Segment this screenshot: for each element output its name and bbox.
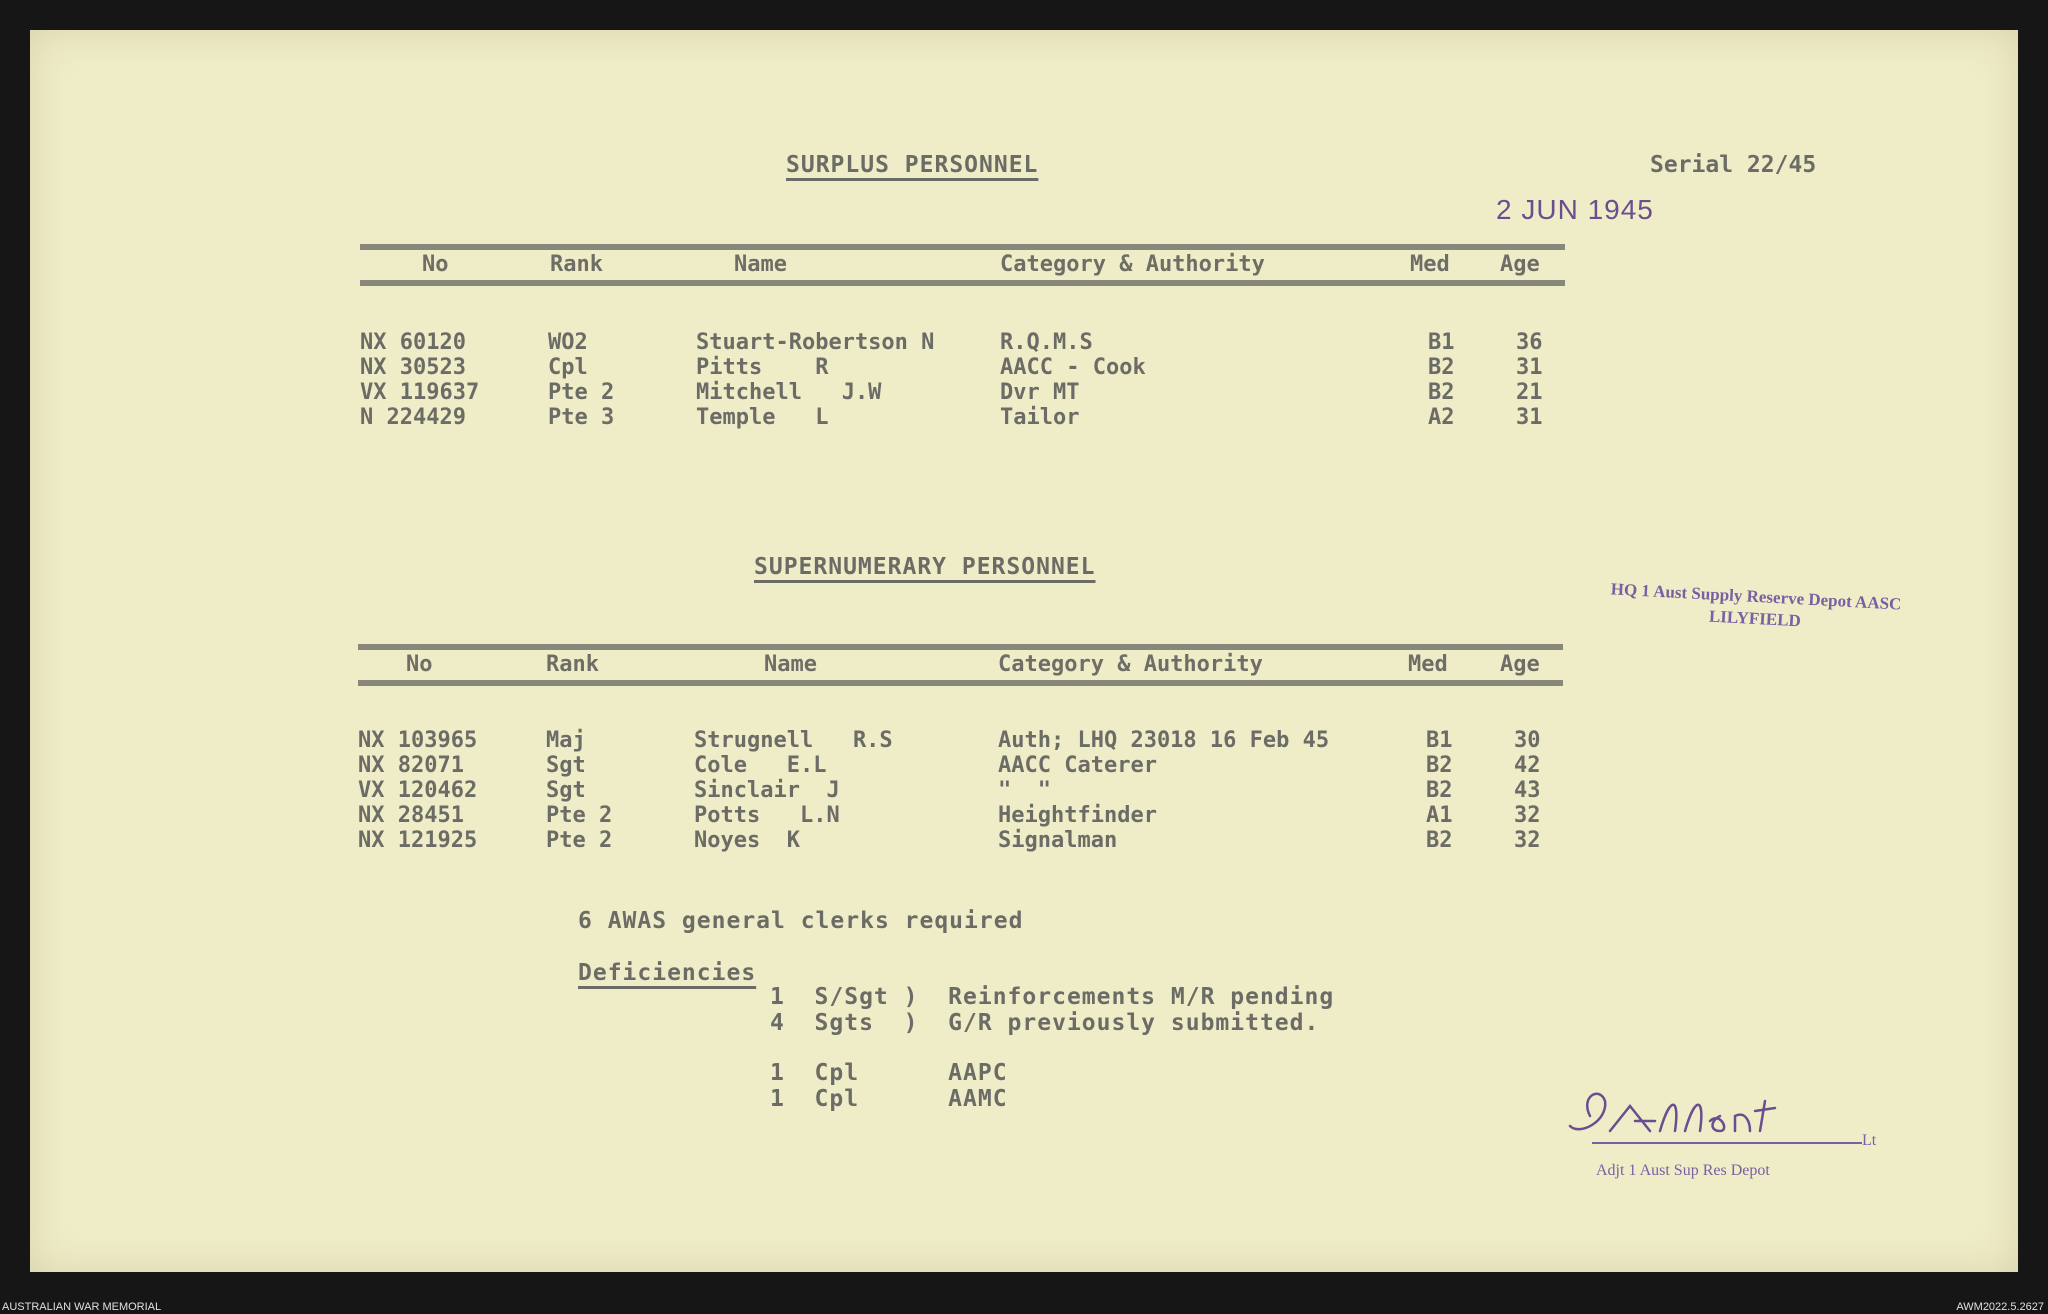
cell-no: NX 60120 (360, 330, 466, 355)
cell-no: NX 121925 (358, 828, 478, 853)
cell-rank: Cpl (548, 355, 588, 380)
deficiency-line: 1 Cpl AAPC (770, 1060, 1008, 1086)
date-stamp: 2 JUN 1945 (1496, 194, 1654, 225)
table-row (358, 728, 1568, 753)
cell-category: Signalman (998, 828, 1118, 853)
signature-rank: Lt (1862, 1132, 1877, 1149)
cell-age: 30 (1514, 728, 1541, 753)
table-row (360, 405, 1570, 430)
cell-rank: Sgt (546, 778, 586, 803)
cell-age: 43 (1514, 778, 1541, 803)
table-rule-bottom (360, 280, 1565, 286)
cell-med: A1 (1426, 803, 1453, 828)
footer-id: AWM2022.5.2627 (1956, 1301, 2044, 1313)
cell-category: Heightfinder (998, 803, 1157, 828)
cell-name: Potts L.N (694, 803, 840, 828)
cell-category: " " (998, 778, 1051, 803)
cell-rank: Pte 3 (548, 405, 615, 430)
col-name: Name (734, 252, 787, 277)
table-row (358, 803, 1568, 828)
table-rule-top (358, 644, 1563, 650)
cell-rank: Pte 2 (546, 828, 613, 853)
cell-age: 31 (1516, 355, 1543, 380)
col-no: No (406, 652, 433, 677)
cell-rank: Sgt (546, 753, 586, 778)
cell-age: 32 (1514, 828, 1541, 853)
deficiency-line: 4 Sgts ) G/R previously submitted. (770, 1010, 1320, 1036)
cell-no: N 224429 (360, 405, 466, 430)
cell-name: Sinclair J (694, 778, 840, 803)
cell-med: B2 (1428, 380, 1455, 405)
cell-age: 32 (1514, 803, 1541, 828)
table-row (360, 380, 1570, 405)
document-page (30, 30, 2018, 1272)
cell-rank: Pte 2 (546, 803, 613, 828)
cell-name: Mitchell J.W (696, 380, 882, 405)
cell-no: VX 120462 (358, 778, 478, 803)
cell-name: Stuart-Robertson N (696, 330, 935, 355)
footer-bar (0, 1300, 2048, 1314)
cell-category: AACC - Cook (1000, 355, 1146, 380)
cell-med: B2 (1426, 828, 1453, 853)
cell-name: Temple L (696, 405, 829, 430)
col-no: No (422, 252, 449, 277)
supernumerary-table (358, 644, 1568, 884)
cell-category: Tailor (1000, 405, 1080, 430)
cell-no: NX 82071 (358, 753, 464, 778)
signature-title: Adjt 1 Aust Sup Res Depot (1596, 1162, 1770, 1179)
cell-age: 31 (1516, 405, 1543, 430)
cell-no: NX 30523 (360, 355, 466, 380)
signature-line (1592, 1142, 1862, 1144)
cell-name: Strugnell R.S (694, 728, 893, 753)
col-age: Age (1500, 252, 1540, 277)
deficiency-line: 1 S/Sgt ) Reinforcements M/R pending (770, 984, 1335, 1010)
cell-name: Pitts R (696, 355, 829, 380)
col-name: Name (764, 652, 817, 677)
cell-med: B2 (1426, 753, 1453, 778)
cell-age: 36 (1516, 330, 1543, 355)
cell-category: Auth; LHQ 23018 16 Feb 45 (998, 728, 1330, 753)
table-rule-top (360, 244, 1565, 250)
table-header (358, 652, 1568, 677)
awas-note: 6 AWAS general clerks required (578, 908, 1024, 934)
col-category: Category & Authority (998, 652, 1263, 677)
table-rule-bottom (358, 680, 1563, 686)
col-age: Age (1500, 652, 1540, 677)
cell-age: 21 (1516, 380, 1543, 405)
surplus-table (360, 244, 1570, 444)
cell-med: B2 (1426, 778, 1453, 803)
hq-stamp (1609, 578, 1902, 637)
cell-name: Noyes K (694, 828, 800, 853)
footer-source: AUSTRALIAN WAR MEMORIAL (2, 1301, 162, 1313)
col-rank: Rank (546, 652, 599, 677)
cell-no: NX 28451 (358, 803, 464, 828)
table-header (360, 252, 1570, 277)
cell-category: R.Q.M.S (1000, 330, 1093, 355)
cell-med: A2 (1428, 405, 1455, 430)
cell-category: Dvr MT (1000, 380, 1080, 405)
table-row (358, 828, 1568, 853)
cell-med: B2 (1428, 355, 1455, 380)
table-row (360, 355, 1570, 380)
deficiency-line (770, 1036, 1334, 1060)
cell-rank: WO2 (548, 330, 588, 355)
cell-age: 42 (1514, 753, 1541, 778)
cell-category: AACC Caterer (998, 753, 1157, 778)
supernumerary-title: SUPERNUMERARY PERSONNEL (754, 554, 1096, 580)
cell-med: B1 (1426, 728, 1453, 753)
table-row (360, 330, 1570, 355)
table-row (358, 778, 1568, 803)
col-med: Med (1410, 252, 1450, 277)
cell-rank: Maj (546, 728, 586, 753)
deficiency-line: 1 Cpl AAMC (770, 1086, 1008, 1112)
table-row (358, 753, 1568, 778)
cell-med: B1 (1428, 330, 1455, 355)
col-category: Category & Authority (1000, 252, 1265, 277)
hq-stamp-line2: LILYFIELD (1708, 606, 1802, 631)
cell-name: Cole E.L (694, 753, 827, 778)
serial-number: Serial 22/45 (1650, 152, 1817, 178)
deficiencies-list (770, 984, 1334, 1112)
deficiencies-label: Deficiencies (578, 960, 757, 986)
col-med: Med (1408, 652, 1448, 677)
handwritten-signature (1560, 1076, 1820, 1146)
cell-no: NX 103965 (358, 728, 478, 753)
col-rank: Rank (550, 252, 603, 277)
surplus-title: SURPLUS PERSONNEL (786, 152, 1039, 178)
cell-rank: Pte 2 (548, 380, 615, 405)
hq-stamp-line1: HQ 1 Aust Supply Reserve Depot AASC (1610, 579, 1902, 614)
cell-no: VX 119637 (360, 380, 480, 405)
